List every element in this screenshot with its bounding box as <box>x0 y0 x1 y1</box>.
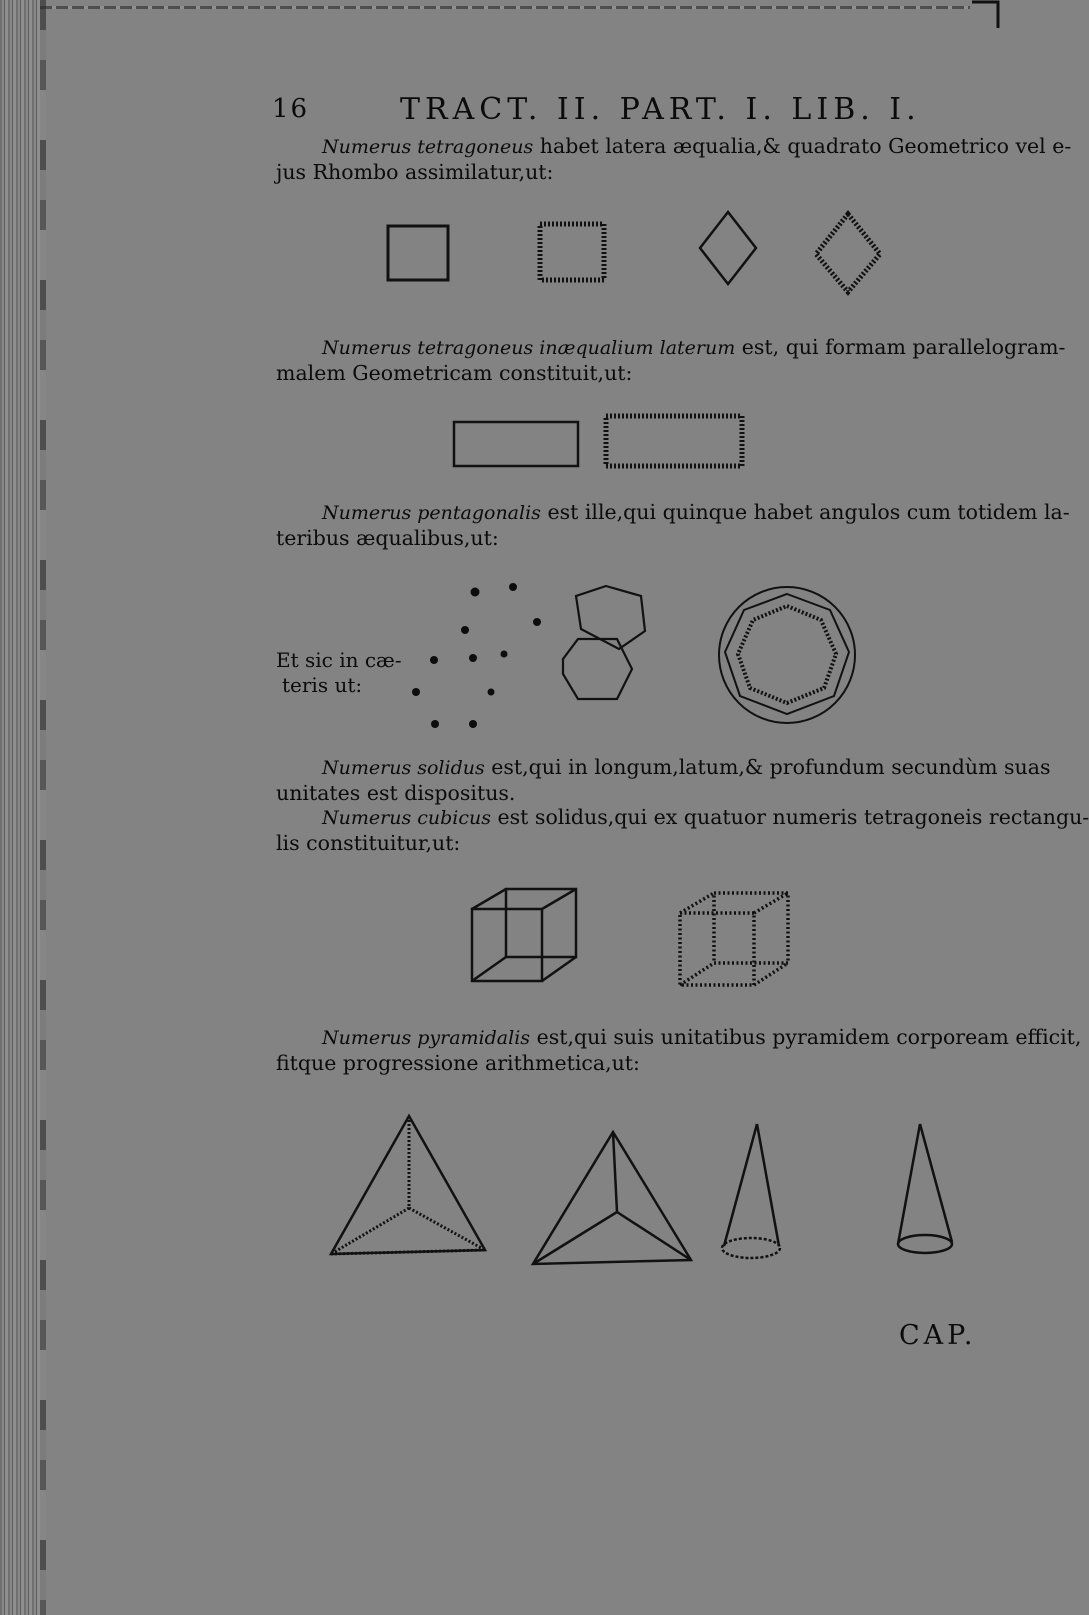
rhombus-solid <box>700 212 756 284</box>
text-tetragoneus-line1: habet latera æqualia,& quadrato Geometrico vel e- <box>539 134 1072 158</box>
rhombus-dotted <box>816 214 880 292</box>
scan-binding-edge <box>0 0 40 1615</box>
text-pentagonalis-line2: teribus æqualibus,ut: <box>276 526 499 550</box>
term-tetragoneus: Numerus tetragoneus <box>322 136 534 158</box>
text-tetragoneus-line2: jus Rhombo assimilatur,ut: <box>276 160 554 184</box>
term-solidus: Numerus solidus <box>322 757 485 779</box>
text-cubicus-line2: lis constituitur,ut: <box>276 831 461 855</box>
side-label-line2: teris ut: <box>282 673 363 697</box>
paragraph-pyramidalis <box>276 1025 1082 1076</box>
figure-pyramids-cones <box>325 1110 945 1270</box>
term-inaequalium: Numerus tetragoneus inæqualium laterum <box>322 337 736 359</box>
pentagonal-dots <box>412 583 541 728</box>
side-label-line1: Et sic in cæ- <box>276 648 402 672</box>
page-number: 16 <box>272 94 310 124</box>
figure-squares-rhombi <box>370 210 890 320</box>
heptagon-outer <box>725 594 849 714</box>
rectangle-solid <box>454 422 578 466</box>
catchword: CAP. <box>899 1320 977 1351</box>
scan-binding-shadow <box>40 0 46 1615</box>
hexagon <box>563 639 632 699</box>
cone-right <box>898 1124 952 1253</box>
rectangle-dotted <box>606 416 742 466</box>
pyramid-solid <box>533 1132 691 1264</box>
paragraph-tetragoneus <box>276 134 1072 185</box>
paragraph-inaequalium <box>276 335 1066 386</box>
paragraph-pentagonalis <box>276 500 1070 551</box>
running-header <box>272 92 921 130</box>
text-pyramidalis-line1: est,qui suis unitatibus pyramidem corpoream efficit, <box>536 1025 1082 1049</box>
term-pyramidalis: Numerus pyramidalis <box>322 1027 531 1049</box>
page-corner-mark <box>970 0 1000 30</box>
cone-left <box>722 1124 780 1258</box>
paragraph-cubicus <box>276 805 1089 856</box>
square-solid <box>388 226 448 280</box>
pyramid-dotted <box>331 1116 485 1254</box>
scan-top-edge <box>40 6 970 9</box>
text-solidus-line1: est,qui in longum,latum,& profundum secundùm suas <box>491 755 1051 779</box>
square-dotted <box>540 224 604 280</box>
running-head-title: TRACT. II. PART. I. LIB. I. <box>400 92 921 127</box>
cube-solid <box>472 889 576 981</box>
text-pentagonalis-line1: est ille,qui quinque habet angulos cum totidem la- <box>547 500 1070 524</box>
term-pentagonalis: Numerus pentagonalis <box>322 502 541 524</box>
text-cubicus-line1: est solidus,qui ex quatuor numeris tetragoneis rectangu- <box>497 805 1089 829</box>
text-solidus-line2: unitates est dispositus. <box>276 781 516 805</box>
figure-rectangles <box>448 408 748 473</box>
figure-polygons <box>400 570 870 745</box>
text-pyramidalis-line2: fitque progressione arithmetica,ut: <box>276 1051 640 1075</box>
figure-cubes <box>468 885 798 995</box>
cube-dotted <box>680 893 788 985</box>
heptagon-inner-dotted <box>738 606 836 703</box>
side-label-et-sic <box>276 648 402 698</box>
term-cubicus: Numerus cubicus <box>322 807 491 829</box>
text-inaequalium-line2: malem Geometricam constituit,ut: <box>276 361 633 385</box>
paragraph-solidus <box>276 755 1051 806</box>
text-inaequalium-line1: est, qui formam parallelogram- <box>741 335 1066 359</box>
